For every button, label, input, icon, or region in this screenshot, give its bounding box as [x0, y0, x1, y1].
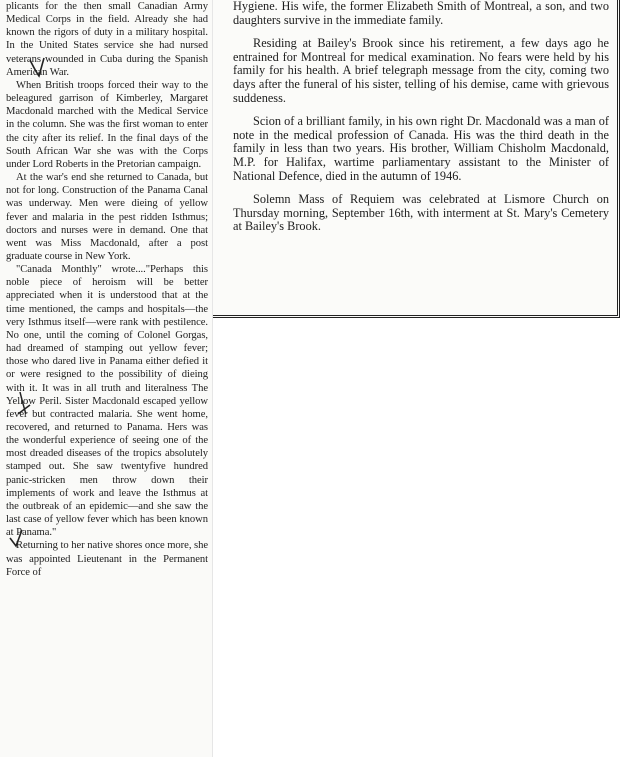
obituary-text	[213, 0, 617, 234]
left-column-text	[0, 0, 212, 579]
left-paragraph-1: plicants for the then small Canadian Army Medical Corps in the field. Already she had known the rigors of duty in a military hospital. In the United States service she had nursed veterans wounded in Cuba during the Spanish American War.	[6, 1, 208, 78]
obituary-paragraph-2: Residing at Bailey's Brook since his retirement, a few days ago he entrained for Montreal for medical examination. No fears were held by his family for his health. A brief telegraph message from the city, coming two days after the funeral of his sister, telling of his demise, came with grievous suddeness.	[233, 36, 609, 105]
left-column-article	[0, 0, 212, 757]
left-paragraph-3: At the war's end she returned to Canada, but not for long. Construction of the Panama Canal was underway. Men were dieing of yellow fever and malaria in the pest ridden Isthmus; doctors and nurses were in demand. One that went was Miss Macdonald, after a post graduate course in New York.	[6, 172, 208, 262]
left-paragraph-2: When British troops forced their way to the beleagured garrison of Kimberley, Margaret Macdonald marched with the Medical Service in the column. She was the first woman to enter the city after its relief. In the final days of the South African War she was with the Corps under Lord Roberts in the Pretorian campaign.	[6, 79, 208, 170]
obituary-paragraph-1: Hygiene. His wife, the former Elizabeth Smith of Montreal, a son, and two daughters survive in the immediate family.	[233, 0, 609, 27]
obituary-paragraph-3: Scion of a brilliant family, in his own right Dr. Macdonald was a man of note in the medical profession of Canada. His was the third death in the family in less than two years. His brother, William Chisholm Macdonald, M.P. for Halifax, wartime parliamentary assistant to the Minister of National Defence, died in the autumn of 1946.	[233, 114, 609, 183]
left-paragraph-4: "Canada Monthly" wrote...."Perhaps this noble piece of heroism will be better appreciated when it is understood that at the time mentioned, the camps and hospitals—the very Isthmus itself—were rank with pestilence. No one, until the coming of Colonel Gorgas, had dreamed of stamping out yellow fever; those who dared live in Panama either defied it or were resigned to the possibility of dieing with it. It was in all truth and literalness The Yellow Peril. Sister Macdonald escaped yellow fever but contracted malaria. She went home, recovered, and returned to Panama. Hers was the wonderful experience of seeing one of the most dreaded diseases of the tropics absolutely stamped out. She saw twentyfive hundred panic-stricken men throw down their implements of work and leave the Isthmus at the outbreak of an epidemic—and she saw the last case of yellow fever which has been known at Panama."	[6, 264, 208, 539]
obituary-paragraph-4: Solemn Mass of Requiem was celebrated at Lismore Church on Thursday morning, September 16th, with interment at St. Mary's Cemetery at Bailey's Brook.	[233, 192, 609, 234]
obituary-box	[213, 0, 620, 318]
left-paragraph-5: Returning to her native shores once more, she was appointed Lieutenant in the Permanent Force of	[6, 540, 208, 578]
